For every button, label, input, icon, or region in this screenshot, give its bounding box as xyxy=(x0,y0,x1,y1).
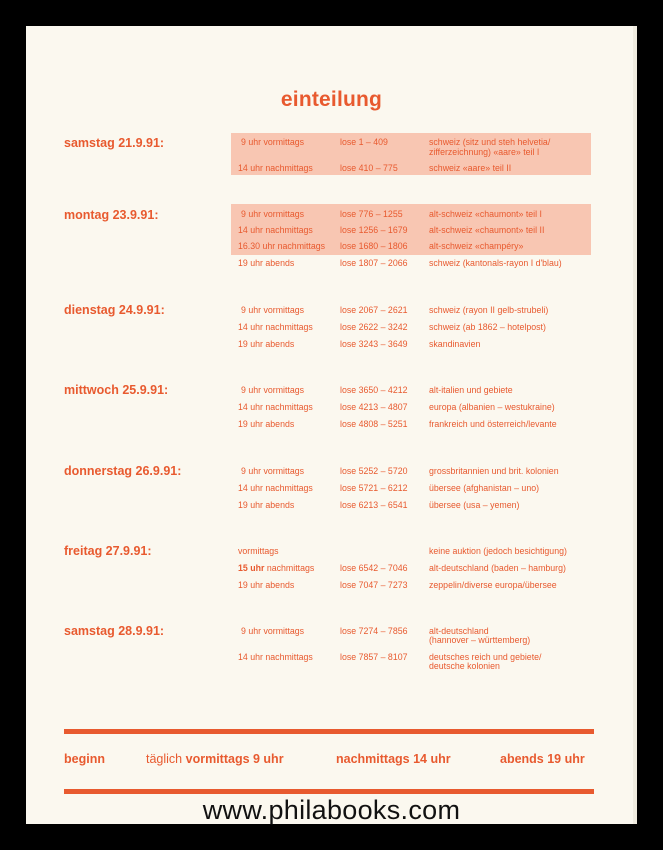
desc-cell: schweiz (rayon II gelb-strubeli) xyxy=(429,305,549,315)
time-cell: 14 uhr nachmittags xyxy=(238,322,313,332)
bottom-rule xyxy=(64,789,594,794)
day-label: donnerstag 26.9.91: xyxy=(64,464,182,478)
time-cell: 9 uhr vormittags xyxy=(241,305,305,315)
day-label: montag 23.9.91: xyxy=(64,208,159,222)
desc-cell: zeppelin/diverse europa/übersee xyxy=(429,580,557,590)
watermark: www.philabooks.com xyxy=(202,795,461,825)
lots-cell: lose 2067 – 2621 xyxy=(340,305,408,315)
desc-cell: alt-schweiz «chaumont» teil II xyxy=(429,225,545,235)
time-cell: 14 uhr nachmittags xyxy=(238,402,313,412)
desc-cell: europa (albanien – westukraine) xyxy=(429,402,555,412)
time-cell: 9 uhr vormittags xyxy=(241,466,305,476)
time-cell: 16.30 uhr nachmittags xyxy=(238,241,326,251)
day-label: mittwoch 25.9.91: xyxy=(64,383,169,397)
footer-morning: vormittags 9 uhr xyxy=(185,752,284,766)
lots-cell: lose 1807 – 2066 xyxy=(340,258,408,268)
time-cell: vormittags xyxy=(238,546,279,556)
desc-cell: alt-italien und gebiete xyxy=(429,385,513,395)
desc-cell: grossbritannien und brit. kolonien xyxy=(429,466,559,476)
time-cell: 14 uhr nachmittags xyxy=(238,652,313,662)
lots-cell: lose 6213 – 6541 xyxy=(340,500,408,510)
desc-cell: deutsches reich und gebiete/ xyxy=(429,652,542,662)
desc-cell: schweiz (ab 1862 – hotelpost) xyxy=(429,322,546,332)
footer-hours xyxy=(26,752,637,770)
day-label: samstag 21.9.91: xyxy=(64,136,165,150)
desc-cell: alt-schweiz «champéry» xyxy=(429,241,524,251)
day-label: samstag 28.9.91: xyxy=(64,624,165,638)
lots-cell: lose 7857 – 8107 xyxy=(340,652,408,662)
time-bold: 15 uhr xyxy=(238,563,265,573)
lots-cell: lose 7047 – 7273 xyxy=(340,580,408,590)
desc-cell: alt-deutschland xyxy=(429,626,489,636)
lots-cell: lose 5252 – 5720 xyxy=(340,466,408,476)
footer-evening: abends 19 uhr xyxy=(500,752,585,766)
lots-cell: lose 3243 – 3649 xyxy=(340,339,408,349)
desc-cell: alt-deutschland (baden – hamburg) xyxy=(429,563,566,573)
lots-cell: lose 2622 – 3242 xyxy=(340,322,408,332)
lots-cell: lose 1680 – 1806 xyxy=(340,241,408,251)
page-edge xyxy=(633,26,637,824)
desc-cell: alt-schweiz «chaumont» teil I xyxy=(429,209,542,219)
time-cell: 14 uhr nachmittags xyxy=(238,163,313,173)
lots-cell: lose 3650 – 4212 xyxy=(340,385,408,395)
footer-daily xyxy=(146,752,284,766)
desc-cell: skandinavien xyxy=(429,339,481,349)
time-cell xyxy=(238,563,314,573)
lots-cell: lose 4808 – 5251 xyxy=(340,419,408,429)
page-title: einteilung xyxy=(280,88,383,111)
time-cell: 9 uhr vormittags xyxy=(241,137,305,147)
time-cell: 19 uhr abends xyxy=(238,419,295,429)
desc-cell: keine auktion (jedoch besichtigung) xyxy=(429,546,567,556)
lots-cell: lose 5721 – 6212 xyxy=(340,483,408,493)
lots-cell: lose 410 – 775 xyxy=(340,163,398,173)
desc-cell: schweiz (sitz und steh helvetia/ xyxy=(429,137,551,147)
lots-cell: lose 7274 – 7856 xyxy=(340,626,408,636)
time-rest: nachmittags xyxy=(264,563,315,573)
top-rule xyxy=(64,729,594,734)
lots-cell: lose 6542 – 7046 xyxy=(340,563,408,573)
day-label: freitag 27.9.91: xyxy=(64,544,152,558)
desc-cell: schweiz «aare» teil II xyxy=(429,163,512,173)
desc-cell: übersee (afghanistan – uno) xyxy=(429,483,540,493)
time-cell: 14 uhr nachmittags xyxy=(238,225,313,235)
lots-cell: lose 1 – 409 xyxy=(340,137,388,147)
footer-afternoon: nachmittags 14 uhr xyxy=(336,752,451,766)
time-cell: 9 uhr vormittags xyxy=(241,209,305,219)
footer-taeglich: täglich xyxy=(146,752,183,766)
desc-cell: deutsche kolonien xyxy=(429,661,500,671)
desc-cell: schweiz (kantonals-rayon I d'blau) xyxy=(429,258,562,268)
lots-cell: lose 776 – 1255 xyxy=(340,209,403,219)
lots-cell: lose 1256 – 1679 xyxy=(340,225,408,235)
time-cell: 19 uhr abends xyxy=(238,500,295,510)
day-label: dienstag 24.9.91: xyxy=(64,303,165,317)
time-cell: 19 uhr abends xyxy=(238,258,295,268)
time-cell: 9 uhr vormittags xyxy=(241,385,305,395)
desc-cell: übersee (usa – yemen) xyxy=(429,500,520,510)
time-cell: 14 uhr nachmittags xyxy=(238,483,313,493)
desc-cell: (hannover – württemberg) xyxy=(429,635,531,645)
footer-beginn: beginn xyxy=(64,752,105,766)
desc-cell: zifferzeichnung) «aare» teil I xyxy=(429,147,540,157)
lots-cell: lose 4213 – 4807 xyxy=(340,402,408,412)
time-cell: 19 uhr abends xyxy=(238,580,295,590)
time-cell: 19 uhr abends xyxy=(238,339,295,349)
document-page xyxy=(26,26,637,824)
desc-cell: frankreich und österreich/levante xyxy=(429,419,557,429)
time-cell: 9 uhr vormittags xyxy=(241,626,305,636)
